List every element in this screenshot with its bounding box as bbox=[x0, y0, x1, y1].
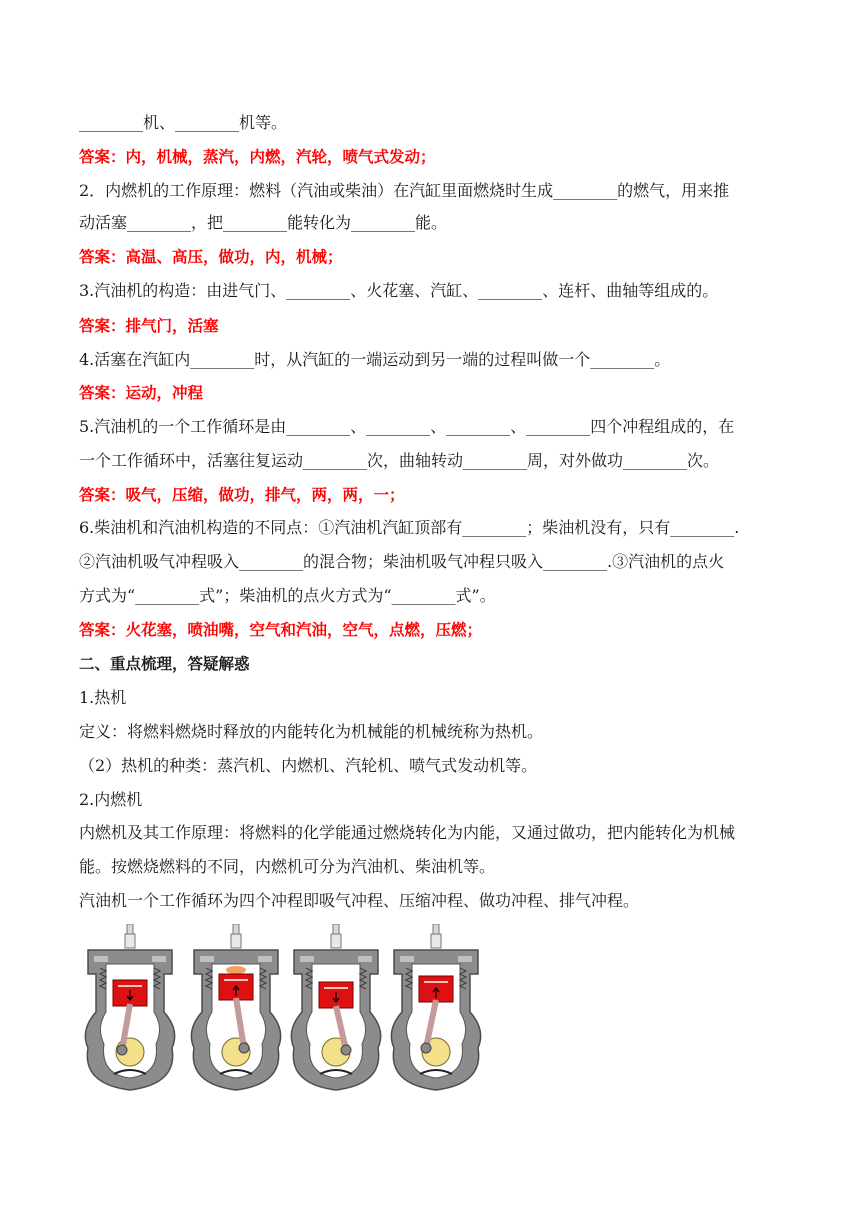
question-3: 3.汽油机的构造：由进气门、________、火花塞、汽缸、________、连杆、曲轴等组成的。 bbox=[79, 281, 719, 300]
question-5-line-1: 5.汽油机的一个工作循环是由________、________、________、________四个冲程组成的，在 bbox=[79, 417, 735, 436]
engine-diagram-intake bbox=[85, 924, 174, 1090]
question-6-line-2: ②汽油机吸气冲程吸入________的混合物；柴油机吸气冲程只吸入________.③汽油机的点火 bbox=[79, 552, 725, 571]
answer-line: 答案：运动，冲程 bbox=[79, 384, 204, 402]
subheading-heat-engine: 1.热机 bbox=[79, 688, 127, 707]
four-stroke-engine-figure bbox=[84, 924, 500, 1094]
engine-diagram-power bbox=[291, 924, 380, 1090]
question-6-line-3: 方式为“________式”；柴油机的点火方式为“________式”。 bbox=[79, 586, 496, 605]
text-line: ________机、________机等。 bbox=[79, 113, 288, 132]
question-2-line-2: 动活塞________，把________能转化为________能。 bbox=[79, 213, 448, 232]
question-2-line-1: 2．内燃机的工作原理：燃料（汽油或柴油）在汽缸里面燃烧时生成________的燃气，用来推 bbox=[79, 181, 730, 200]
answer-line: 答案：吸气，压缩，做功，排气，两，两，一； bbox=[79, 486, 405, 504]
answer-line: 答案：高温、高压，做功，内，机械； bbox=[79, 248, 343, 266]
subheading-ice: 2.内燃机 bbox=[79, 790, 143, 809]
principle-line-2: 能。按燃烧燃料的不同，内燃机可分为汽油机、柴油机等。 bbox=[79, 857, 496, 876]
question-4: 4.活塞在汽缸内________时，从汽缸的一端运动到另一端的过程叫做一个________。 bbox=[79, 350, 671, 369]
question-6-line-1: 6.柴油机和汽油机构造的不同点：①汽油机汽缸顶部有________；柴油机没有，只有________. bbox=[79, 518, 740, 537]
definition-line: 定义：将燃料燃烧时释放的内能转化为机械能的机械统称为热机。 bbox=[79, 722, 544, 741]
answer-line: 答案：火花塞，喷油嘴，空气和汽油，空气，点燃，压燃； bbox=[79, 621, 483, 639]
section-heading: 二、重点梳理，答疑解惑 bbox=[79, 655, 250, 673]
question-5-line-2: 一个工作循环中，活塞往复运动________次，曲轴转动________周，对外做功________次。 bbox=[79, 451, 720, 470]
answer-line: 答案：排气门，活塞 bbox=[79, 317, 219, 335]
engine-diagram-exhaust bbox=[391, 924, 480, 1090]
answer-line: 答案：内，机械，蒸汽，内燃，汽轮，喷气式发动； bbox=[79, 148, 436, 166]
types-line: （2）热机的种类：蒸汽机、内燃机、汽轮机、喷气式发动机等。 bbox=[79, 756, 538, 775]
principle-line-1: 内燃机及其工作原理：将燃料的化学能通过燃烧转化为内能，又通过做功，把内能转化为机械 bbox=[79, 823, 736, 842]
cycle-line: 汽油机一个工作循环为四个冲程即吸气冲程、压缩冲程、做功冲程、排气冲程。 bbox=[79, 891, 640, 910]
engine-diagram-compression bbox=[191, 924, 280, 1090]
